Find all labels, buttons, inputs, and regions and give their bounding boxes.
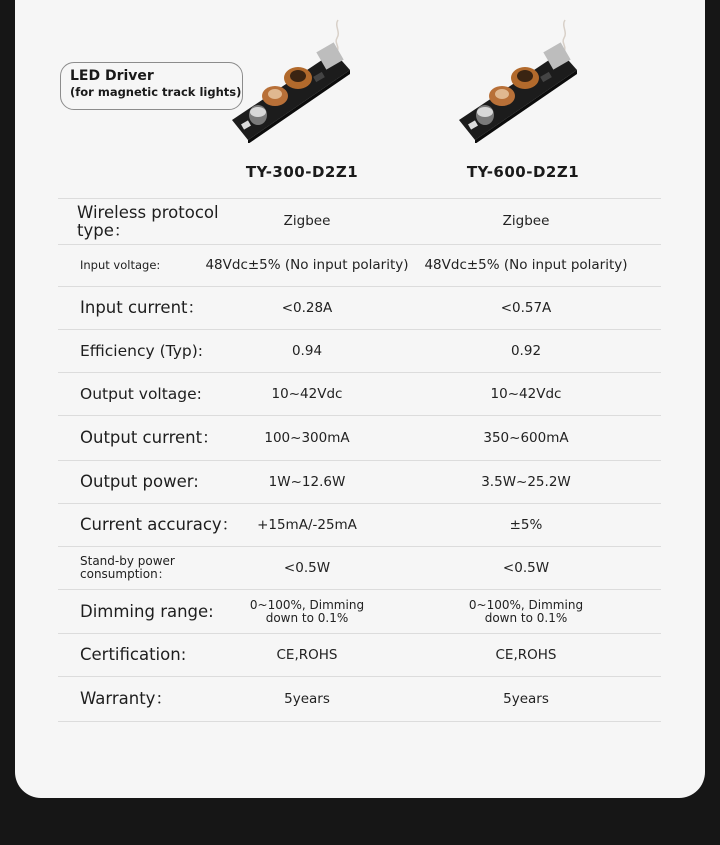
product-image-ty600 [455, 18, 585, 143]
spec-value-ty600: <0.57A [500, 299, 552, 316]
spec-row-output-power [58, 461, 661, 504]
spec-table [58, 198, 661, 722]
spec-value-ty600: 350~600mA [483, 429, 569, 446]
spec-value-ty600: <0.5W [502, 559, 550, 576]
spec-label: Dimming range: [80, 601, 214, 621]
spec-value-ty300: 0~100%, Dimming down to 0.1% [249, 597, 365, 625]
spec-label: Wireless protocol type： [77, 203, 219, 240]
model-name-ty300: TY-300-D2Z1 [245, 163, 359, 181]
spec-value-ty300: 5years [284, 690, 330, 707]
spec-label: Stand-by power consumption： [80, 554, 175, 581]
spec-row-input-current [58, 287, 661, 330]
spec-value-ty300: 100~300mA [264, 429, 350, 446]
spec-label: Output current： [80, 428, 219, 448]
spec-value-ty300: 0.94 [291, 342, 323, 359]
spec-value-ty300: 1W~12.6W [268, 473, 346, 490]
spec-row-efficiency [58, 330, 661, 373]
product-type-badge [60, 62, 243, 110]
spec-row-current-accuracy [58, 504, 661, 547]
spec-value-ty600: 10~42Vdc [490, 385, 562, 402]
spec-label: Output voltage: [80, 384, 202, 403]
spec-value-ty300: Zigbee [283, 213, 331, 230]
spec-value-ty600: 5years [503, 690, 549, 707]
spec-row-certification [58, 634, 661, 677]
spec-label: Certification: [80, 645, 187, 665]
spec-row-output-voltage [58, 373, 661, 416]
spec-value-ty300: +15mA/-25mA [257, 516, 357, 533]
spec-label: Input voltage: [80, 258, 161, 273]
spec-label: Input current： [80, 298, 204, 318]
spec-value-ty600: 3.5W~25.2W [481, 473, 571, 490]
spec-value-ty300: CE,ROHS [276, 646, 338, 663]
spec-row-output-current [58, 416, 661, 461]
spec-value-ty300: <0.5W [283, 559, 331, 576]
spec-row-standby-power [58, 547, 661, 590]
spec-row-dimming-range [58, 590, 661, 634]
spec-label: Current accuracy： [80, 515, 239, 535]
spec-value-ty300: <0.28A [281, 299, 333, 316]
spec-label: Output power: [80, 472, 199, 492]
spec-value-ty300: 48Vdc±5% (No input polarity) [205, 257, 409, 274]
spec-value-ty600: 0~100%, Dimming down to 0.1% [468, 597, 584, 625]
spec-row-warranty [58, 677, 661, 722]
spec-value-ty600: 0.92 [510, 342, 542, 359]
spec-row-wireless-protocol [58, 199, 661, 245]
spec-value-ty300: 10~42Vdc [271, 385, 343, 402]
badge-title: LED Driver [70, 68, 154, 84]
model-name-ty600: TY-600-D2Z1 [466, 163, 580, 181]
product-image-ty300 [228, 18, 358, 143]
spec-label: Warranty： [80, 689, 172, 709]
spec-value-ty600: CE,ROHS [495, 646, 557, 663]
spec-label: Efficiency (Typ): [80, 341, 203, 360]
spec-row-input-voltage [58, 245, 661, 287]
spec-value-ty600: Zigbee [502, 213, 550, 230]
spec-value-ty600: 48Vdc±5% (No input polarity) [424, 257, 628, 274]
spec-value-ty600: ±5% [509, 516, 543, 533]
badge-subtitle: (for magnetic track lights) [70, 85, 242, 99]
